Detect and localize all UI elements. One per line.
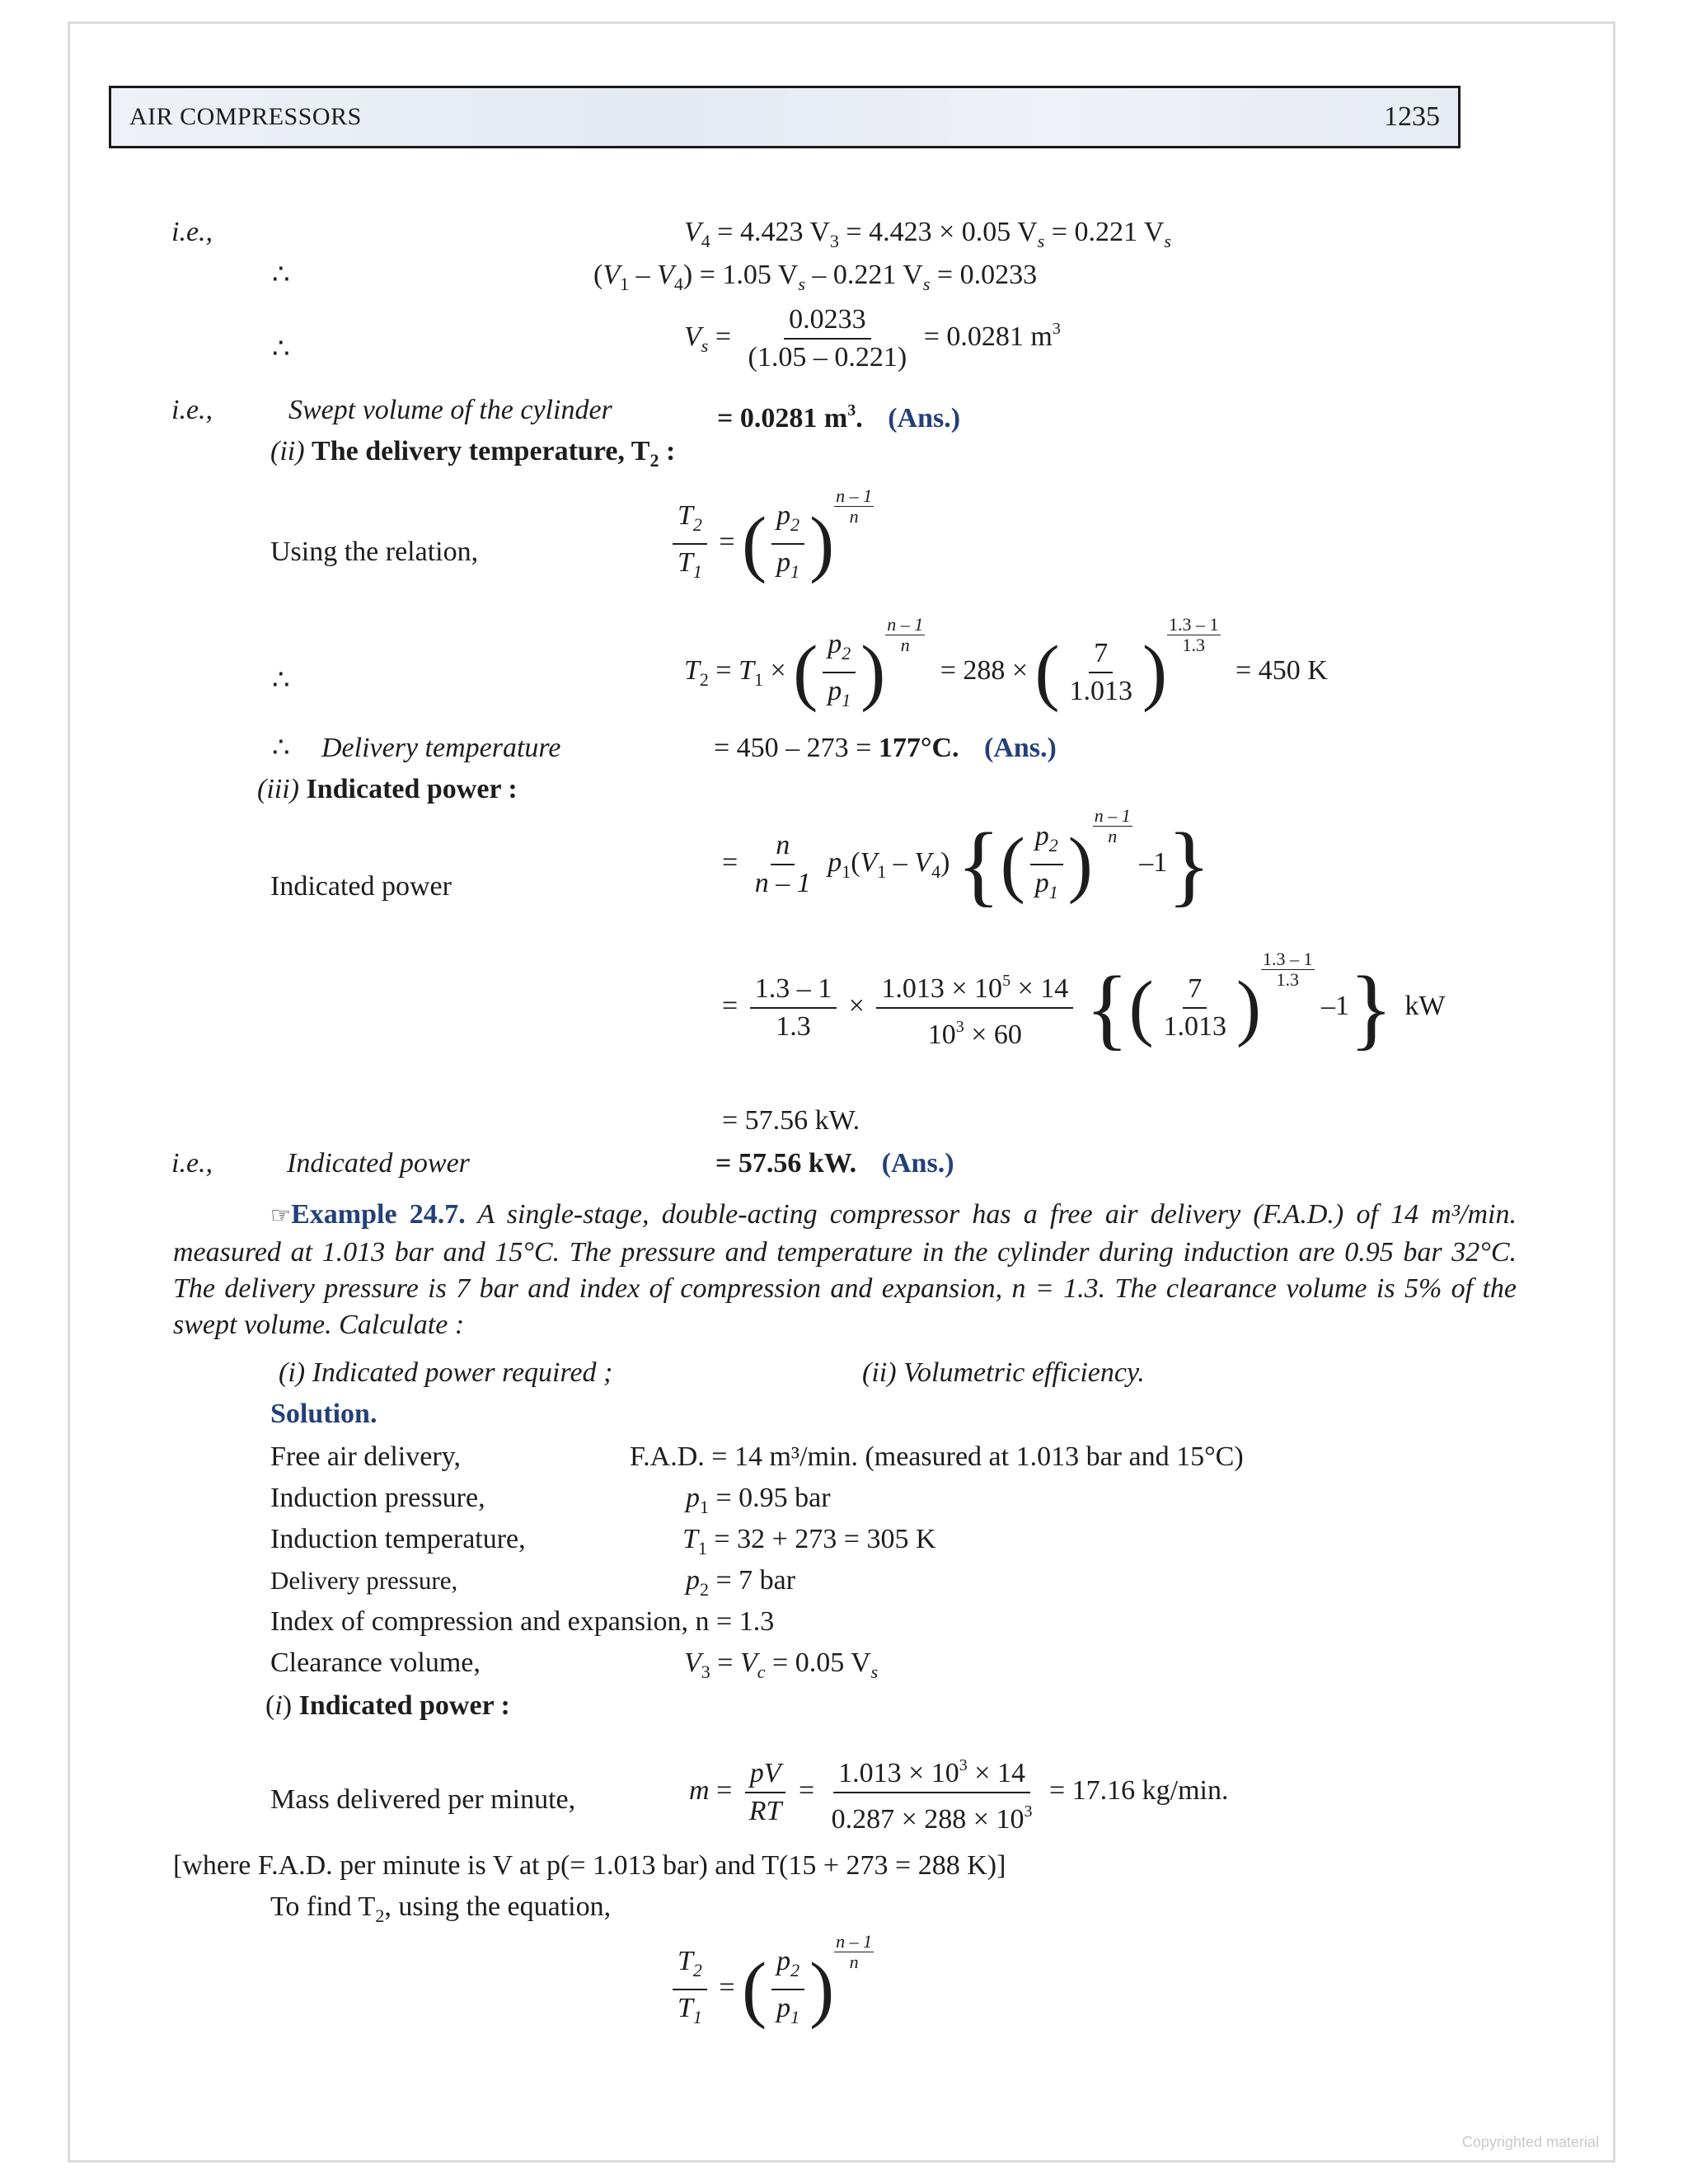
induction-pressure-label: Induction pressure, <box>270 1483 485 1513</box>
using-relation-label: Using the relation, <box>270 537 479 567</box>
indicated-power-numeric: = $\frac{1.3 - 1}{1.3}$ × $\frac{1.013 \times 10^5 \times 14}{10^3 \times 60}$ {( $\frac{7}{1.013}$ ) $\frac{1.3 - 1}{1.3}$ –1} kW <box>722 949 1446 1058</box>
vs-equation: $V_s$ = $\frac{0.0233}{(1.05 - 0.221)}$ = 0.0281 $m^3$ <box>684 304 1061 373</box>
therefore-symbol-4: ∴ <box>272 733 290 763</box>
section-ii-heading: (ii) The delivery temperature, $T_2$ : <box>270 436 676 471</box>
section-iii-heading: (iii) Indicated power : <box>257 774 518 804</box>
t2-t1-relation: $\frac{T_2}{T_1}$ = ( $\frac{p_2}{p_1}$ ) $\frac{n - 1}{n}$ <box>668 499 874 588</box>
indicated-power-result: = 57.56 kW. <box>722 1105 860 1136</box>
running-header <box>109 86 1461 148</box>
ie-label-3: i.e., <box>171 1148 213 1179</box>
example-text: A single-stage, double-acting compressor has a free air delivery (F.A.D.) of 14 m³/min. measured at 1.013 bar and 15°C. The pressure and temperature in the cylinder during induction are 0.95 bar 32°C. The delivery pressure is 7 bar and index of compression and expansion, n = 1.3. The clearance volume is 5% of the swept volume. Calculate : <box>173 1199 1517 1340</box>
free-air-delivery-label: Free air delivery, <box>270 1441 461 1472</box>
mass-delivered-label: Mass delivered per minute, <box>270 1784 576 1815</box>
therefore-symbol-1: ∴ <box>272 260 290 290</box>
delivery-temperature-label: Delivery temperature <box>321 733 561 763</box>
ie-label-2: i.e., <box>171 395 213 425</box>
therefore-symbol-2: ∴ <box>272 334 290 364</box>
index-compression-row: Index of compression and expansion, n = 1.3 <box>270 1606 775 1637</box>
therefore-symbol-3: ∴ <box>272 665 290 696</box>
indicated-power-formula: = $\frac{n}{n - 1}$ $p_1(V_1 - V_4)$ {( $\frac{p_2}{p_1}$ ) $\frac{n - 1}{n}$ –1} <box>722 805 1211 915</box>
clearance-volume-value: $V_3 = V_c = 0.05$ $V_s$ <box>684 1647 879 1682</box>
v1-v4-equation: $(V_1 - V_4) = 1.05$ $V_s - 0.221$ $V_s = 0.0233$ <box>593 260 1038 294</box>
ie-label-1: i.e., <box>171 217 213 247</box>
pointing-hand-icon: ☞ <box>270 1203 292 1229</box>
indicated-power-label: Indicated power <box>270 871 452 902</box>
example-label: Example 24.7. <box>291 1199 466 1230</box>
indicated-power-final-label: Indicated power <box>287 1148 470 1179</box>
swept-volume-label: Swept volume of the cylinder <box>288 395 612 425</box>
example-question-2: (ii) Volumetric efficiency. <box>862 1357 1145 1388</box>
solution-heading: Solution. <box>270 1399 377 1429</box>
induction-temperature-value: $T_1 = 32 + 273 = 305$ K <box>682 1524 936 1558</box>
free-air-delivery-value: F.A.D. = 14 m³/min. (measured at 1.013 bar and 15°C) <box>630 1441 1244 1472</box>
clearance-volume-label: Clearance volume, <box>270 1647 481 1678</box>
copyright-watermark: Copyrighted material <box>1461 2134 1599 2150</box>
induction-pressure-value: $p_1 = 0.95$ bar <box>686 1483 831 1517</box>
chapter-title: AIR COMPRESSORS <box>129 103 362 130</box>
to-find-t2-line: To find $T_2$, using the equation, <box>270 1891 612 1926</box>
t2-t1-relation-2: $\frac{T_2}{T_1}$ = ( $\frac{p_2}{p_1}$ ) $\frac{n - 1}{n}$ <box>668 1945 874 2034</box>
example-paragraph <box>173 1197 1517 1343</box>
delivery-temperature-value: = 450 – 273 = 177°C. (Ans.) <box>714 733 1057 763</box>
mass-delivered-equation: m = $\frac{pV}{RT}$ = $\frac{1.013 \times 10^3 \times 14}{0.287 \times 288 \times 10^3}$ = 17.16 kg/min. <box>689 1749 1229 1836</box>
delivery-pressure-label: Delivery pressure, <box>270 1566 458 1595</box>
example-question-1: (i) Indicated power required ; <box>279 1357 613 1388</box>
delivery-pressure-value: $p_2 = 7$ bar <box>686 1565 796 1600</box>
page-number: 1235 <box>1384 101 1440 132</box>
solution-section-i-heading: (i) Indicated power : <box>265 1690 510 1721</box>
where-note: [where F.A.D. per minute is V at p(= 1.013 bar) and T(15 + 273 = 288 K)] <box>173 1850 1006 1881</box>
indicated-power-final-value: = 57.56 kW. (Ans.) <box>715 1148 954 1179</box>
swept-volume-value: = 0.0281 $m^3$. (Ans.) <box>717 401 961 434</box>
t2-calculation: $T_2 = T_1$ × ( $\frac{p_2}{p_1}$ ) $\frac{n - 1}{n}$ = 288 × ( $\frac{7}{1.013}$ ) $\frac{1.3 - 1}{1.3}$ = 450 K <box>684 614 1328 713</box>
induction-temperature-label: Induction temperature, <box>270 1524 526 1554</box>
v4-equation: $V_4 = 4.423$ $V_3 = 4.423 \times 0.05$ $V_s = 0.221$ $V_s$ <box>684 217 1171 251</box>
